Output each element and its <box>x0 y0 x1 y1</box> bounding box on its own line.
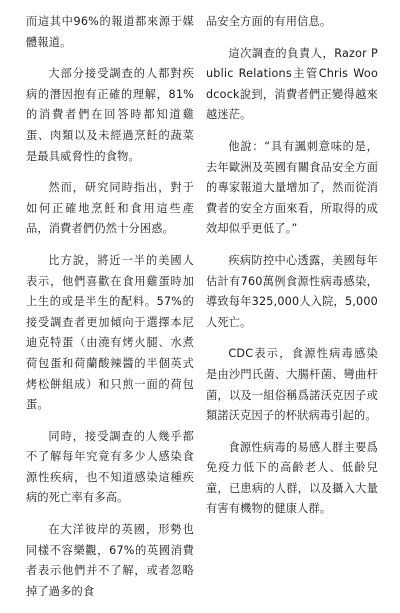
left-column <box>26 12 194 613</box>
paragraph: 疾病防控中心透露，美國每年估計有760萬例食源性病毒感染，導致每年325,000人入院，5,000人死亡。 <box>206 253 378 329</box>
paragraph: 比方說，將近一半的美國人表示，他們喜歡在食用雞蛋時加上生的或是半生的配料。57%的接受調查者更加傾向于選擇本尼迪克特蛋（由澆有烤火腿、水煮荷包蛋和荷蘭酸辣醬的半個英式烤松餅組成）和只煎一面的荷包蛋。 <box>26 253 194 412</box>
paragraph: 然而，研究同時指出，對于如何正確地烹飪和食用這些產品，消費者們仍然十分困惑。 <box>26 181 194 236</box>
paragraph: 品安全方面的有用信息。 <box>206 15 332 28</box>
right-column <box>206 12 378 531</box>
paragraph: 這次調查的負責人，Razor Public Relations主管Chris Woodcock說到，消費者們正變得越來越迷茫。 <box>206 46 378 122</box>
paragraph: 而這其中96%的報道都來源于媒體報道。 <box>26 15 194 49</box>
paragraph: 同時，接受調查的人幾乎都不了解每年究竟有多少人感染食源性疾病，也不知道感染這種疾病的死亡率有多高。 <box>26 429 194 505</box>
paragraph: CDC表示，食源性病毒感染是由沙門氏菌、大腸杆菌、彎曲杆菌，以及一組俗稱爲諾沃克因子或類諾沃克因子的杯狀病毒引起的。 <box>206 347 378 423</box>
paragraph: 他說：“具有諷刺意味的是，去年歐洲及英國有關食品安全方面的專家報道大量增加了，然而從消費者的安全方面來看，所取得的成效却似乎更低了。” <box>206 139 378 236</box>
paragraph: 大部分接受調查的人都對疾病的潛因抱有正確的理解，81%的消費者們在回答時都知道雞蛋、肉類以及未經過烹飪的蔬菜是最具威脅性的食物。 <box>26 67 194 163</box>
paragraph: 食源性病毒的易感人群主要爲免疫力低下的高齡老人、低齡兒童，已患病的人群，以及攝入大量有害有機物的健康人群。 <box>206 440 378 516</box>
paragraph: 在大洋彼岸的英國，形勢也同樣不容樂觀，67%的英國消費者表示他們并不了解，或者忽略掉了過多的食 <box>26 523 194 598</box>
